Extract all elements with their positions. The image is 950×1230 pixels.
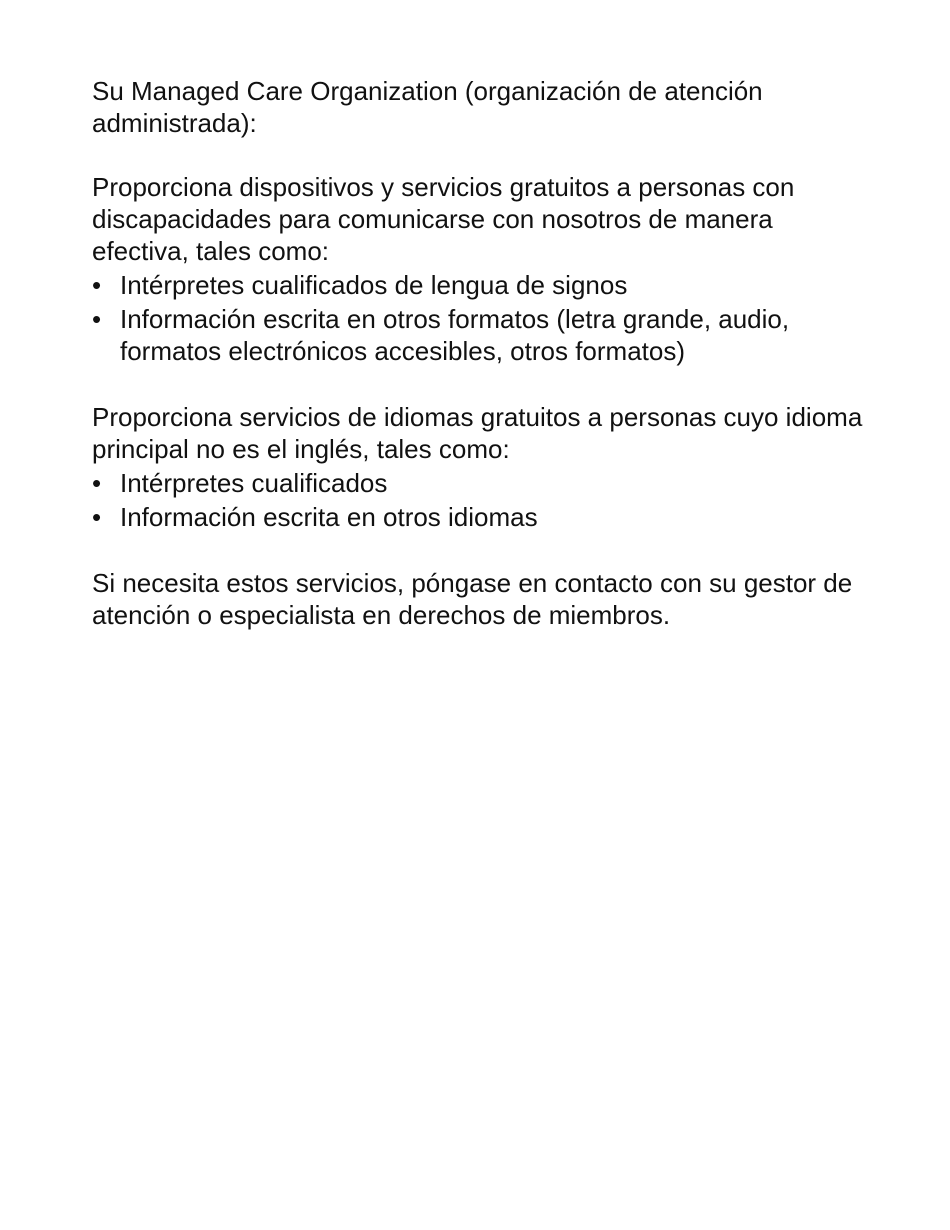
document-page bbox=[92, 75, 872, 631]
bullet-icon: • bbox=[92, 304, 102, 334]
section1-paragraph: Proporciona dispositivos y servicios gratuitos a personas con discapacidades para comunicarse con nosotros de manera efectiva, tales como: bbox=[92, 172, 795, 266]
paragraph-gap bbox=[92, 369, 872, 401]
paragraph-gap bbox=[92, 535, 872, 567]
list-item-text: Información escrita en otros idiomas bbox=[120, 502, 538, 532]
paragraph-gap bbox=[92, 139, 872, 171]
section1-list bbox=[92, 269, 872, 367]
list-item bbox=[92, 303, 872, 367]
bullet-icon: • bbox=[92, 270, 102, 300]
list-item bbox=[92, 467, 872, 499]
closing-paragraph: Si necesita estos servicios, póngase en contacto con su gestor de atención o especialista en derechos de miembros. bbox=[92, 568, 853, 630]
bullet-icon: • bbox=[92, 502, 102, 532]
list-item bbox=[92, 501, 872, 533]
list-item-text: Intérpretes cualificados de lengua de signos bbox=[120, 270, 628, 300]
section2-paragraph: Proporciona servicios de idiomas gratuitos a personas cuyo idioma principal no es el inglés, tales como: bbox=[92, 402, 863, 464]
list-item bbox=[92, 269, 872, 301]
intro-paragraph: Su Managed Care Organization (organización de atención administrada): bbox=[92, 76, 763, 138]
list-item-text: Intérpretes cualificados bbox=[120, 468, 388, 498]
section2-list bbox=[92, 467, 872, 533]
list-item-text: Información escrita en otros formatos (letra grande, audio, formatos electrónicos accesibles, otros formatos) bbox=[120, 304, 790, 366]
bullet-icon: • bbox=[92, 468, 102, 498]
